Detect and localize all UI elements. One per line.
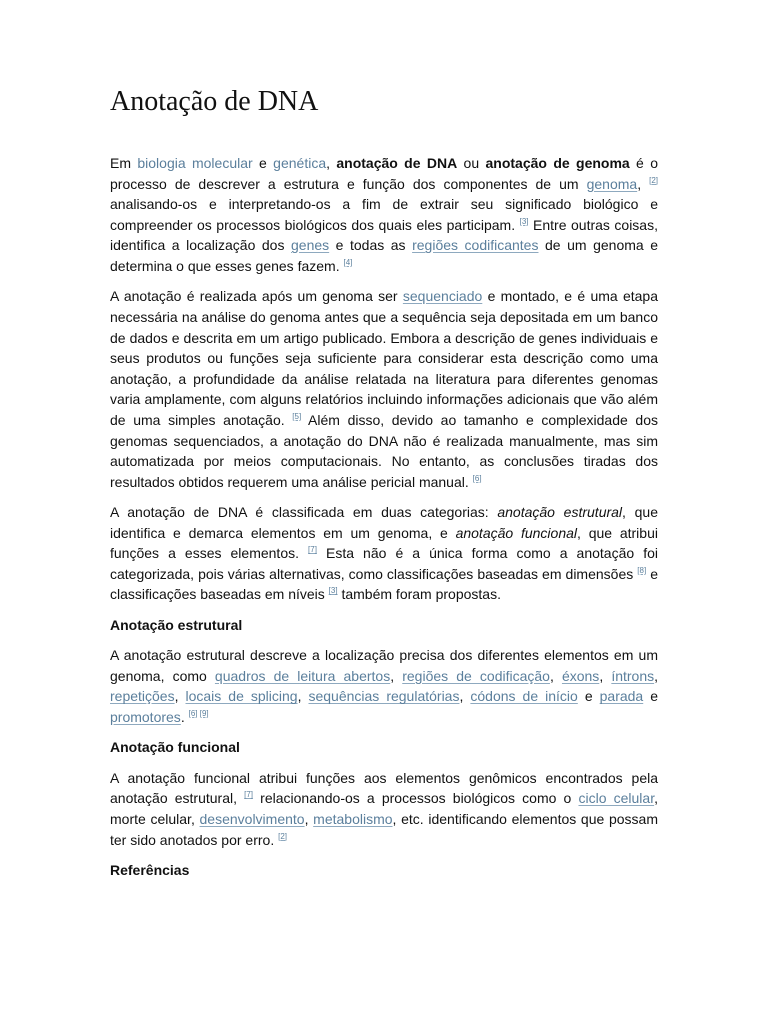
- citation: [308, 545, 317, 554]
- citation-link-9[interactable]: [9]: [199, 709, 209, 719]
- text: relacionando-os a processos biológicos como o: [253, 790, 579, 807]
- text: Em: [110, 155, 138, 171]
- paragraph-categorias: [110, 502, 658, 605]
- link-exons[interactable]: éxons: [561, 667, 600, 684]
- text: Além disso, devido ao tamanho e complexidade dos genomas sequenciados, a anotação do DNA não é realizada manualmente, mas sim automatizada por meios computacionais. No entanto, as conclusões tiradas dos resultados obtidos requerem uma análise pericial manual.: [110, 411, 658, 490]
- text: Esta não é a única forma como a anotação foi categorizada, pois várias alternativas, como classificações baseadas em dimensões: [110, 545, 658, 582]
- link-regioes-codificantes[interactable]: regiões codificantes: [412, 237, 539, 254]
- text: ,: [637, 175, 650, 192]
- link-metabolismo[interactable]: metabolismo: [313, 811, 393, 827]
- citation-link-6[interactable]: [6]: [472, 473, 482, 483]
- citation: [473, 474, 482, 483]
- citation-link-7b[interactable]: [7]: [244, 790, 254, 800]
- term-anotacao-dna: anotação de DNA: [336, 155, 458, 171]
- section-heading-structural: Anotação estrutural: [110, 616, 243, 633]
- text: e montado, e é uma etapa necessária na análise do genoma antes que a sequência seja depositada em um banco de dados e descrita em um artigo publicado. Embora a descrição de genes individuais e seus produtos ou funções seja suficiente para considerar esta descrição como uma anotação, a profundidade da análise relatada na literatura para diferentes genomas varia amplamente, com alguns relatórios incluindo informações adicionais que vão além de uma simples anotação.: [110, 288, 658, 428]
- link-locais-splicing[interactable]: locais de splicing: [185, 688, 298, 705]
- citation-link-4[interactable]: [4]: [343, 257, 353, 267]
- link-regioes-codificacao[interactable]: regiões de codificação: [402, 667, 550, 684]
- citation-link-3b[interactable]: [3]: [328, 586, 338, 596]
- text: A anotação estrutural descreve a localização precisa dos diferentes elementos em um genoma, como: [110, 647, 658, 684]
- link-genes[interactable]: genes: [291, 237, 330, 254]
- citation: [343, 258, 352, 267]
- link-repeticoes[interactable]: repetições: [110, 688, 175, 705]
- citation-link-5[interactable]: [5]: [292, 411, 302, 421]
- text: ,: [599, 667, 612, 684]
- text: e classificações baseadas em níveis: [110, 565, 658, 603]
- section-heading-functional: Anotação funcional: [110, 739, 240, 756]
- link-desenvolvimento[interactable]: desenvolvimento: [199, 811, 305, 827]
- text: A anotação de DNA é classificada em duas categorias:: [110, 504, 498, 521]
- text: também foram propostas.: [337, 586, 501, 603]
- link-ciclo-celular[interactable]: ciclo celular: [578, 790, 655, 807]
- article: [110, 84, 658, 890]
- citation-link-6b[interactable]: [6]: [188, 709, 198, 719]
- text: .: [180, 709, 189, 726]
- link-genoma[interactable]: genoma: [586, 175, 638, 192]
- text: A anotação é realizada após um genoma ser: [110, 288, 403, 305]
- link-codons-inicio[interactable]: códons de início: [470, 688, 578, 705]
- text: e todas as: [329, 237, 413, 254]
- term-anotacao-estrutural: anotação estrutural: [497, 504, 623, 521]
- citation-link-2b[interactable]: [2]: [278, 831, 288, 841]
- text: , morte celular,: [110, 790, 658, 827]
- text: , que atribui funções a esses elementos.: [110, 524, 658, 562]
- paragraph-realizacao: [110, 286, 658, 492]
- citation-link-8[interactable]: [8]: [637, 565, 647, 575]
- intro-paragraph: [110, 153, 658, 277]
- text: e: [643, 688, 659, 705]
- term-anotacao-genoma: anotação de genoma: [485, 155, 630, 171]
- link-genetica[interactable]: genética: [273, 155, 327, 171]
- citation: [244, 790, 253, 799]
- link-sequencias-regulatorias[interactable]: sequências regulatórias: [308, 688, 460, 705]
- text: analisando-os e interpretando-os a fim de extrair seu significado biológico e compreender os processos biológicos dos quais eles participam.: [110, 196, 658, 233]
- text: ,: [297, 688, 309, 705]
- text: e: [577, 688, 600, 705]
- text: , etc. identificando elementos que possam ter sido anotados por erro.: [110, 811, 658, 848]
- citation: [292, 412, 301, 421]
- link-sequenciado[interactable]: sequenciado: [402, 288, 483, 305]
- citation-link-2[interactable]: [2]: [649, 175, 659, 185]
- link-promotores[interactable]: promotores: [110, 709, 181, 726]
- citation: [649, 176, 658, 185]
- page-title: Anotação de DNA: [110, 86, 319, 117]
- text: é o processo de descrever a estrutura e função dos componentes de um: [110, 155, 658, 192]
- term-anotacao-funcional: anotação funcional: [455, 524, 578, 541]
- text: ,: [390, 667, 403, 684]
- section-heading-references: Referências: [110, 861, 190, 878]
- text: e: [252, 155, 274, 171]
- text: A anotação funcional atribui funções aos elementos genômicos encontrados pela anotação estrutural,: [110, 769, 658, 807]
- text: ,: [459, 688, 471, 705]
- text: Entre outras coisas, identifica a localização dos: [110, 216, 658, 254]
- link-parada[interactable]: parada: [599, 688, 644, 705]
- citation: [329, 586, 338, 595]
- link-biologia-molecular[interactable]: biologia molecular: [137, 155, 253, 171]
- text: de um genoma e determina o que esses genes fazem.: [110, 237, 658, 274]
- text: ,: [326, 155, 337, 171]
- text: ,: [654, 667, 659, 684]
- citation-link-7[interactable]: [7]: [308, 545, 317, 555]
- citation-link-3[interactable]: [3]: [519, 216, 529, 226]
- text: ,: [549, 667, 562, 684]
- citation: [637, 566, 646, 575]
- citation: [189, 709, 209, 718]
- text: ,: [304, 811, 314, 827]
- paragraph-funcional: [110, 768, 658, 850]
- paragraph-estrutural: [110, 645, 658, 727]
- text: , que identifica e demarca elementos em um genoma, e: [110, 504, 659, 541]
- link-introns[interactable]: íntrons: [611, 667, 655, 684]
- citation: [278, 832, 287, 841]
- text: ,: [174, 688, 186, 705]
- link-quadros-leitura[interactable]: quadros de leitura abertos: [214, 667, 391, 684]
- citation: [520, 217, 529, 226]
- text: ou: [457, 155, 486, 171]
